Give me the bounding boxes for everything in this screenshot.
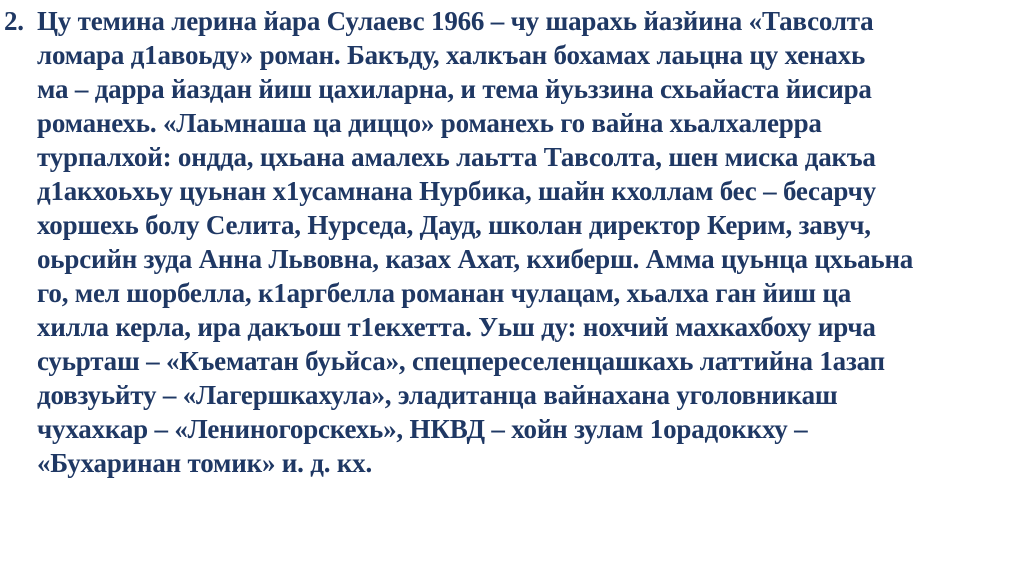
paragraph-line: романехь. «Лаьмнаша ца диццо» романехь го вайна хьалхалерра	[37, 108, 822, 138]
paragraph-line: турпалхой: ондда, цхьана амалехь лаьтта Тавсолта, шен миска дакъа	[37, 142, 876, 172]
numbered-paragraph	[4, 4, 1022, 480]
paragraph-line: д1акхоьхьу цуьнан х1усамнана Нурбика, шайн кхоллам бес – бесарчу	[37, 176, 876, 206]
paragraph-line: суьрташ – «Къематан буьйса», спецпереселенцашкахь латтийна 1азап	[37, 346, 885, 376]
paragraph-line: ломара д1авоьду» роман. Бакъду, халкъан бохамах лаьцна цу хенахь	[37, 40, 866, 70]
paragraph-line: го, мел шорбелла, к1аргбелла романан чулацам, хьалха ган йиш ца	[37, 278, 852, 308]
paragraph-line: оьрсийн зуда Анна Львовна, казах Ахат, кхиберш. Амма цуьнца цхьаьна	[37, 244, 914, 274]
paragraph-line: 2. Цу темина лерина йара Сулаевс 1966 – чу шарахь йазйина «Тавсолта	[4, 6, 874, 36]
paragraph-number: 2.	[4, 6, 24, 36]
paragraph-line: ма – дарра йаздан йиш цахиларна, и тема йуьззина схьайаста йисира	[37, 74, 872, 104]
paragraph-line: довзуьйту – «Лагершкахула», эладитанца вайнахана уголовникаш	[37, 380, 838, 410]
paragraph-line: хилла керла, ира дакъош т1екхетта. Уьш ду: нохчий махкахбоху ирча	[37, 312, 876, 342]
paragraph-line: хоршехь болу Селита, Нурседа, Дауд, школан директор Керим, завуч,	[37, 210, 871, 240]
paragraph-line: «Бухаринан томик» и. д. кх.	[37, 448, 373, 478]
paragraph-line: чухахкар – «Лениногорскехь», НКВД – хойн зулам 1орадоккху –	[37, 414, 808, 444]
